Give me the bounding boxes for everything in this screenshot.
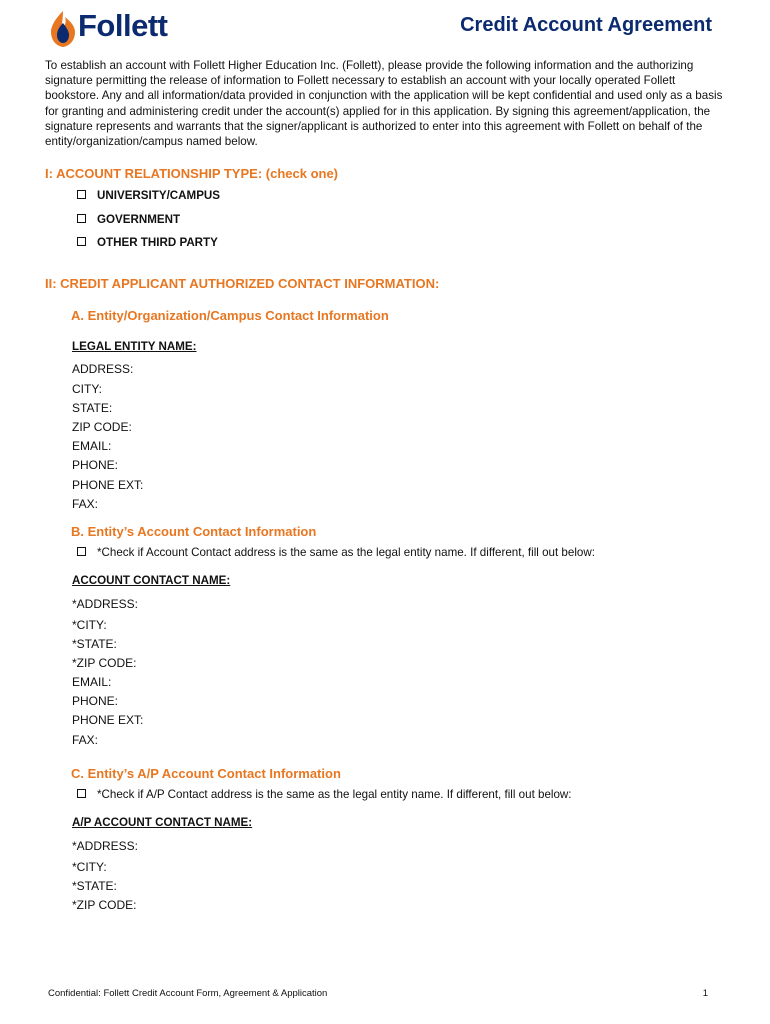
option-government[interactable]: GOVERNMENT bbox=[77, 213, 180, 226]
account-zip-field[interactable]: *ZIP CODE: bbox=[72, 656, 137, 670]
subsection-b-heading: B. Entity’s Account Contact Information bbox=[71, 524, 317, 539]
page-number: 1 bbox=[702, 988, 708, 999]
entity-address-field[interactable]: ADDRESS: bbox=[72, 362, 134, 376]
entity-phone-ext-field[interactable]: PHONE EXT: bbox=[72, 478, 144, 492]
account-address-field[interactable]: *ADDRESS: bbox=[72, 597, 139, 611]
ap-address-field[interactable]: *ADDRESS: bbox=[72, 839, 139, 853]
option-other-third-party[interactable]: OTHER THIRD PARTY bbox=[77, 236, 218, 249]
account-contact-name-label: ACCOUNT CONTACT NAME: bbox=[72, 574, 231, 587]
subsection-a-heading: A. Entity/Organization/Campus Contact Information bbox=[71, 308, 389, 323]
checkbox-icon[interactable] bbox=[77, 214, 86, 223]
account-contact-same-checkbox-row[interactable]: *Check if Account Contact address is the same as the legal entity name. If different, fill out below: bbox=[77, 546, 595, 559]
checkbox-icon[interactable] bbox=[77, 789, 86, 798]
account-fax-field[interactable]: FAX: bbox=[72, 733, 99, 747]
account-phone-field[interactable]: PHONE: bbox=[72, 694, 119, 708]
intro-paragraph bbox=[45, 58, 725, 149]
entity-email-field[interactable]: EMAIL: bbox=[72, 439, 112, 453]
intro-text: To establish an account with Follett Higher Education Inc. (Follett), please provide the following information and the authorizing signature permitting the release of information to Follett necessary to establish an account with your locally operated Follett bookstore. Any and all information/data provided in conjunction with the application will be kept confidential and used only as a basis for granting and administering credit under the account(s) applied for in this application. By signing this agreement/application, the signature represents and warrants that the signer/applicant is authorized to enter into this agreement with Follett on behalf of the entity/organization/campus named below. bbox=[45, 59, 723, 149]
entity-zip-field[interactable]: ZIP CODE: bbox=[72, 420, 132, 434]
checkbox-icon[interactable] bbox=[77, 237, 86, 246]
account-email-field[interactable]: EMAIL: bbox=[72, 675, 112, 689]
subsection-c-heading: C. Entity’s A/P Account Contact Information bbox=[71, 766, 341, 781]
legal-entity-name-label: LEGAL ENTITY NAME: bbox=[72, 340, 197, 353]
option-university-campus[interactable]: UNIVERSITY/CAMPUS bbox=[77, 189, 220, 202]
account-city-field[interactable]: *CITY: bbox=[72, 618, 107, 632]
follett-flame-icon bbox=[50, 10, 76, 48]
section-1-heading: I: ACCOUNT RELATIONSHIP TYPE: (check one) bbox=[45, 166, 339, 181]
follett-logo bbox=[50, 8, 185, 48]
entity-city-field[interactable]: CITY: bbox=[72, 382, 103, 396]
checkbox-icon[interactable] bbox=[77, 547, 86, 556]
footer-text: Confidential: Follett Credit Account Form, Agreement & Application bbox=[48, 988, 328, 999]
logo-text: Follett bbox=[78, 8, 168, 43]
account-phone-ext-field[interactable]: PHONE EXT: bbox=[72, 713, 144, 727]
ap-contact-same-checkbox-row[interactable]: *Check if A/P Contact address is the same as the legal entity name. If different, fill out below: bbox=[77, 788, 572, 801]
ap-zip-field[interactable]: *ZIP CODE: bbox=[72, 898, 137, 912]
account-state-field[interactable]: *STATE: bbox=[72, 637, 117, 651]
ap-state-field[interactable]: *STATE: bbox=[72, 879, 117, 893]
ap-city-field[interactable]: *CITY: bbox=[72, 860, 107, 874]
ap-contact-name-label: A/P ACCOUNT CONTACT NAME: bbox=[72, 816, 253, 829]
document-title: Credit Account Agreement bbox=[460, 14, 712, 36]
entity-state-field[interactable]: STATE: bbox=[72, 401, 113, 415]
entity-fax-field[interactable]: FAX: bbox=[72, 497, 99, 511]
section-2-heading: II: CREDIT APPLICANT AUTHORIZED CONTACT INFORMATION: bbox=[45, 276, 440, 291]
checkbox-icon[interactable] bbox=[77, 190, 86, 199]
entity-phone-field[interactable]: PHONE: bbox=[72, 458, 119, 472]
